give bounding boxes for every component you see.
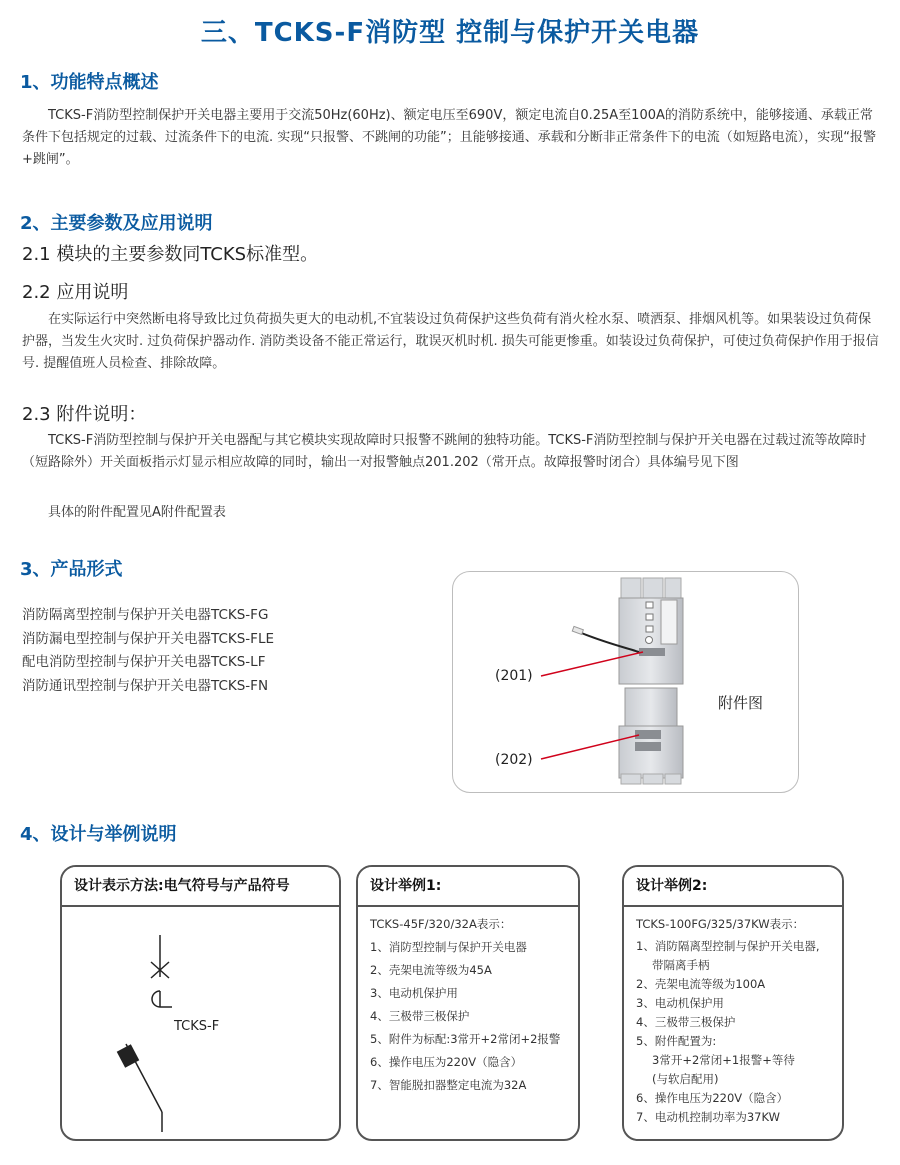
list-item: 带隔离手柄 <box>652 958 710 972</box>
list-item: 7、智能脱扣器整定电流为32A <box>370 1078 527 1092</box>
section1-paragraph: TCKS-F消防型控制保护开关电器主要用于交流50Hz(60Hz)、额定电压至690V，额定电流自0.25A至100A的消防系统中，能够接通、承载正常条件下包括规定的过载、过流条件下的电流. 实现“只报警、不跳闸的功能”；且能够接通、承载和分断非正常条件下的电流（如短路电流），实现“报警+跳闸”。 <box>22 108 876 167</box>
section4-heading: 4、设计与举例说明 <box>20 824 177 845</box>
list-item: 消防通讯型控制与保护开关电器TCKS-FN <box>22 677 269 694</box>
card-title: 设计举例1: <box>358 867 578 907</box>
section2-3-heading: 2.3 附件说明： <box>22 404 147 425</box>
example-list <box>636 937 830 1126</box>
list-item: (与软启配用) <box>652 1072 719 1086</box>
list-item: 2、壳架电流等级为100A <box>636 977 766 991</box>
list-item: 6、操作电压为220V（隐含） <box>636 1091 789 1105</box>
card-title: 设计表示方法:电气符号与产品符号 <box>62 867 339 907</box>
design-example-2-card <box>622 865 844 1141</box>
example-code: TCKS-100FG/325/37KW表示： <box>636 917 805 931</box>
section2-heading: 2、主要参数及应用说明 <box>20 213 213 234</box>
figure-caption: 附件图 <box>718 694 764 712</box>
design-example-1-card <box>356 865 580 1141</box>
list-item: 1、消防隔离型控制与保护开关电器, <box>636 939 820 953</box>
page-title: 三、TCKS-F消防型 控制与保护开关电器 <box>200 18 700 48</box>
list-item: 5、附件为标配:3常开+2常闭+2报警 <box>370 1032 561 1046</box>
card-title: 设计举例2: <box>624 867 842 907</box>
section1-heading: 1、功能特点概述 <box>20 72 159 93</box>
section2-1-heading: 2.1 模块的主要参数同TCKS标准型。 <box>22 244 319 265</box>
list-item: 6、操作电压为220V（隐含） <box>370 1055 523 1069</box>
product-symbol-label: TCKS-F <box>174 1019 220 1034</box>
label-202: (202) <box>495 752 533 768</box>
example-code: TCKS-45F/320/32A表示： <box>370 917 512 931</box>
accessory-figure <box>452 571 799 793</box>
list-item: 4、三极带三极保护 <box>370 1009 470 1023</box>
design-notation-card <box>60 865 341 1141</box>
list-item: 配电消防型控制与保护开关电器TCKS-LF <box>22 654 266 670</box>
list-item: 3、电动机保护用 <box>370 986 458 1000</box>
section2-3-note: 具体的附件配置见A附件配置表 <box>48 505 226 520</box>
example-list <box>370 938 566 1095</box>
list-item: 2、壳架电流等级为45A <box>370 963 492 977</box>
list-item: 消防漏电型控制与保护开关电器TCKS-FLE <box>22 630 274 647</box>
label-201: (201) <box>495 668 533 684</box>
list-item: 3、电动机保护用 <box>636 996 724 1010</box>
section2-2-paragraph: 在实际运行中突然断电将导致比过负荷损失更大的电动机,不宜装设过负荷保护这些负荷有消火栓水泵、喷洒泵、排烟风机等。如果装设过负荷保护器，当发生火灾时. 过负荷保护器动作. 消防类设备不能正常运行，耽误灭机时机. 损失可能更惨重。如装设过负荷保护，可使过负荷保护作用于报信号. 提醒值班人员检查、排除故障。 <box>22 312 879 371</box>
list-item: 7、电动机控制功率为37KW <box>636 1110 780 1124</box>
section2-3-paragraph: TCKS-F消防型控制与保护开关电器配与其它模块实现故障时只报警不跳闸的独特功能。TCKS-F消防型控制与保护开关电器在过载过流等故障时（短路除外）开关面板指示灯显示相应故障的同时，输出一对报警触点201.202（常开点。故障报警时闭合）具体编号见下图 <box>22 433 867 470</box>
list-item: 4、三极带三极保护 <box>636 1015 736 1029</box>
list-item: 3常开+2常闭+1报警+等待 <box>652 1053 795 1067</box>
section3-heading: 3、产品形式 <box>20 559 123 580</box>
list-item: 消防隔离型控制与保护开关电器TCKS-FG <box>22 607 269 623</box>
list-item: 5、附件配置为: <box>636 1034 717 1048</box>
list-item: 1、消防型控制与保护开关电器 <box>370 940 527 954</box>
product-form-list <box>22 604 274 698</box>
section2-2-heading: 2.2 应用说明 <box>22 282 129 303</box>
